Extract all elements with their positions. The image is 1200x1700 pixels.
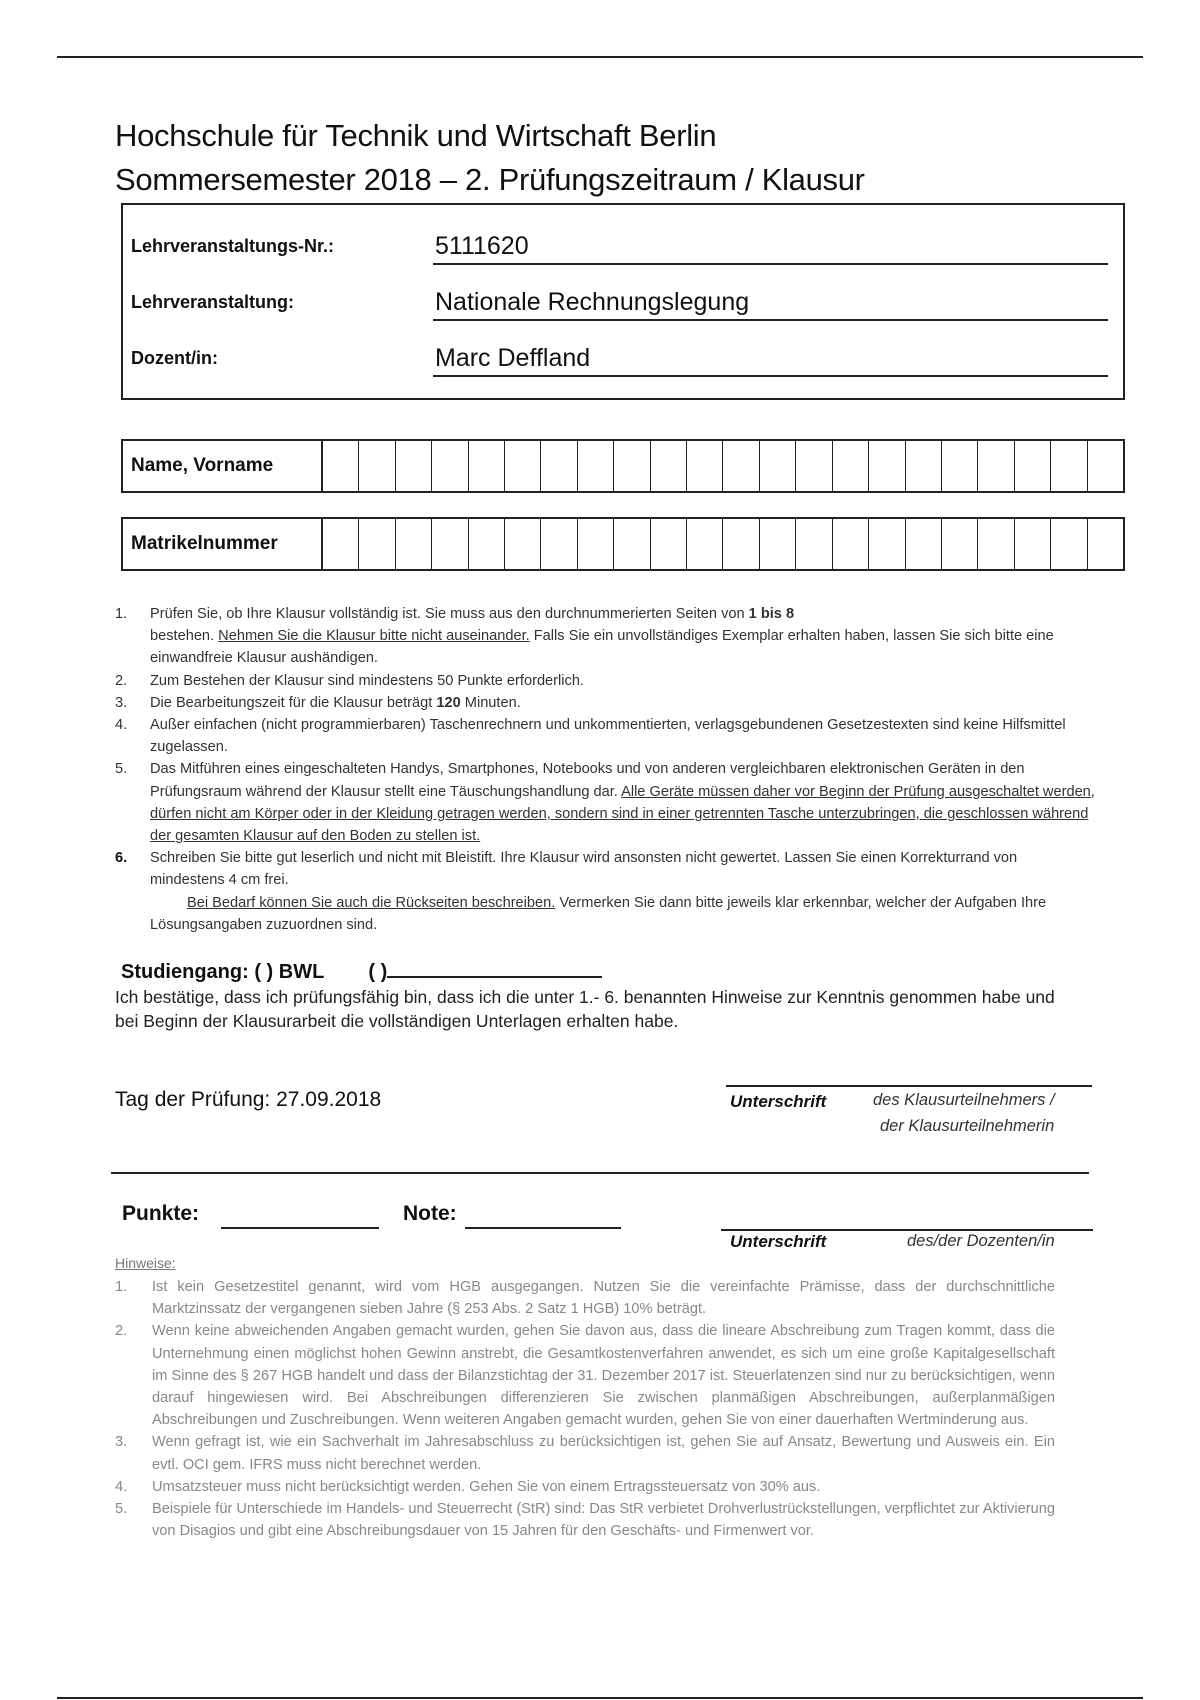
notes-heading: Hinweise: xyxy=(115,1255,176,1271)
lecturer-signature-label: Unterschrift xyxy=(730,1232,827,1251)
note-number: 1. xyxy=(115,1279,128,1295)
note-text: Beispiele für Unterschiede im Handels- und Steuerrecht (StR) sind: Das StR verbietet Drohverlustrückstellungen, verpflichtet zur Aktivierung von Disagios und gibt eine Abschreibungsdauer von 15 Jahren für den Geschäfts- und Firmenwert vor. xyxy=(152,1501,1055,1540)
grade-label: Note: xyxy=(403,1202,457,1225)
rule-number: 4. xyxy=(115,717,128,734)
matrikel-cell[interactable] xyxy=(723,519,759,569)
rule-underlined: Alle Geräte müssen daher vor Beginn der Prüfung ausgeschaltet werden, dürfen nicht am Körper oder in der Kleidung getragen werden, sondern sind in einer getrennten Tasche unterzubringen, die geschlossen während der gesamten Klausur auf den Boden zu stellen ist. xyxy=(150,783,1095,845)
rule-text: Prüfen Sie, ob Ihre Klausur vollständig ist. Sie muss aus den durchnummerierten Seiten von xyxy=(150,606,749,622)
rule-emphasis: 1 bis 8 xyxy=(748,606,795,622)
name-cell[interactable] xyxy=(1051,441,1087,491)
name-cell[interactable] xyxy=(906,441,942,491)
rule-item xyxy=(115,758,1095,847)
lecturer-value: Marc Deffland xyxy=(433,344,1108,377)
matrikel-input-grid[interactable] xyxy=(121,517,1125,571)
divider-line xyxy=(111,1172,1089,1174)
name-cell[interactable] xyxy=(723,441,759,491)
rule-number: 1. xyxy=(115,606,128,622)
name-cell[interactable] xyxy=(760,441,796,491)
matrikel-cell[interactable] xyxy=(760,519,796,569)
rule-text: Falls Sie ein unvollständiges Exemplar erhalten haben, lassen Sie sich bitte eine einwandfreie Klausur aushändigen. xyxy=(150,628,1054,667)
name-cell[interactable] xyxy=(942,441,978,491)
matrikel-cell[interactable] xyxy=(906,519,942,569)
course-number-label: Lehrveranstaltungs-Nr.: xyxy=(131,236,335,256)
exam-title: Sommersemester 2018 – 2. Prüfungszeitraum / Klausur xyxy=(115,162,865,197)
rule-number: 5. xyxy=(115,761,128,778)
matrikel-label: Matrikelnummer xyxy=(123,519,323,569)
student-signature-role xyxy=(873,1087,1055,1139)
name-cell[interactable] xyxy=(432,441,468,491)
matrikel-cell[interactable] xyxy=(469,519,505,569)
rule-number: 3. xyxy=(115,694,128,711)
rule-text: Außer einfachen (nicht programmierbaren) Taschenrechnern und unkommentierten, verlagsgebundenen Gesetzestexten sind keine Hilfsmittel zugelassen. xyxy=(150,717,1066,756)
matrikel-cell[interactable] xyxy=(359,519,395,569)
rule-emphasis: 120 xyxy=(436,694,461,711)
lecturer-signature-role: des/der Dozenten/in xyxy=(907,1232,1055,1250)
name-cell[interactable] xyxy=(396,441,432,491)
name-cell[interactable] xyxy=(578,441,614,491)
course-name-label: Lehrveranstaltung: xyxy=(131,292,295,312)
lecturer-row xyxy=(123,337,1123,377)
matrikel-cell[interactable] xyxy=(396,519,432,569)
course-info-box xyxy=(121,203,1125,400)
rule-number: 2. xyxy=(115,672,128,689)
studiengang-option-bwl[interactable]: ( ) BWL xyxy=(254,961,324,983)
rule-item xyxy=(115,670,1095,692)
name-cell[interactable] xyxy=(651,441,687,491)
course-name-value: Nationale Rechnungslegung xyxy=(433,288,1108,321)
rule-text: Zum Bestehen der Klausur sind mindestens 50 Punkte erforderlich. xyxy=(150,672,584,689)
confirmation-text: Ich bestätige, dass ich prüfungsfähig bin, dass ich die unter 1.- 6. benannten Hinweise zur Kenntnis genommen habe und bei Beginn der Klausurarbeit die vollständigen Unterlagen erhalten habe. xyxy=(115,987,1055,1031)
matrikel-cell[interactable] xyxy=(432,519,468,569)
note-item xyxy=(115,1476,1055,1498)
lecturer-label: Dozent/in: xyxy=(131,348,218,368)
matrikel-cell[interactable] xyxy=(869,519,905,569)
rule-underlined: Nehmen Sie die Klausur bitte nicht auseinander. xyxy=(218,628,530,645)
name-cell[interactable] xyxy=(323,441,359,491)
studiengang-label: Studiengang: xyxy=(121,961,249,983)
rule-item xyxy=(115,714,1095,758)
student-signature-label: Unterschrift xyxy=(730,1092,827,1111)
matrikel-cell[interactable] xyxy=(505,519,541,569)
points-label: Punkte: xyxy=(122,1202,200,1225)
name-cell[interactable] xyxy=(978,441,1014,491)
matrikel-cell[interactable] xyxy=(833,519,869,569)
studiengang-field xyxy=(121,958,602,984)
name-cell[interactable] xyxy=(687,441,723,491)
note-item xyxy=(115,1276,1055,1320)
rule-number: 6. xyxy=(115,850,128,867)
matrikel-cell[interactable] xyxy=(1051,519,1087,569)
rule-text: Schreiben Sie bitte gut leserlich und nicht mit Bleistift. Ihre Klausur wird ansonsten nicht gewertet. Lassen Sie einen Korrekturrand von mindestens 4 cm frei. xyxy=(150,850,1018,889)
name-cell[interactable] xyxy=(541,441,577,491)
student-role-line-1: des Klausurteilnehmers / xyxy=(873,1091,1055,1109)
rule-underlined: Bei Bedarf können Sie auch die Rückseiten beschreiben. xyxy=(187,894,556,911)
note-text: Wenn gefragt ist, wie ein Sachverhalt im Jahresabschluss zu berücksichtigen ist, gehen Sie auf Ansatz, Bewertung und Ausweis ein. Ein evtl. OCI gem. IFRS muss nicht berechnet werden. xyxy=(152,1434,1055,1473)
course-number-value: 5111620 xyxy=(433,232,1108,265)
matrikel-cell[interactable] xyxy=(651,519,687,569)
matrikel-cell[interactable] xyxy=(323,519,359,569)
exam-rules-list xyxy=(115,603,1095,936)
matrikel-cell[interactable] xyxy=(614,519,650,569)
name-cell[interactable] xyxy=(869,441,905,491)
note-number: 2. xyxy=(115,1323,128,1340)
name-cell[interactable] xyxy=(359,441,395,491)
matrikel-cell[interactable] xyxy=(796,519,832,569)
note-text: Umsatzsteuer muss nicht berücksichtigt werden. Gehen Sie von einem Ertragssteuersatz von 30% aus. xyxy=(152,1478,821,1495)
note-text: Ist kein Gesetzestitel genannt, wird vom HGB ausgegangen. Nutzen Sie die vereinfachte Prämisse, dass der durchschnittliche Marktzinssatz der vergangenen sieben Jahre (§ 253 Abs. 2 Satz 1 HGB) 10% beträgt. xyxy=(152,1279,1055,1318)
note-number: 4. xyxy=(115,1478,128,1495)
matrikel-cell[interactable] xyxy=(1015,519,1051,569)
course-number-row xyxy=(123,225,1123,265)
studiengang-other-blank[interactable] xyxy=(387,958,602,978)
rule-item xyxy=(115,847,1095,936)
institution-title: Hochschule für Technik und Wirtschaft Berlin xyxy=(115,118,717,153)
rule-text: Das Mitführen eines eingeschalteten Handys, Smartphones, Notebooks und von anderen vergleichbaren elektronischen Geräten in den Prüfungsraum während der Klausur stellt eine Täuschungshandlung dar. xyxy=(150,761,1025,800)
name-cell[interactable] xyxy=(833,441,869,491)
rule-item xyxy=(115,692,1095,714)
bottom-rule xyxy=(57,1697,1143,1699)
name-cell[interactable] xyxy=(469,441,505,491)
course-name-row xyxy=(123,281,1123,321)
name-cell[interactable] xyxy=(796,441,832,491)
note-item xyxy=(115,1431,1055,1475)
name-cell[interactable] xyxy=(505,441,541,491)
name-cell[interactable] xyxy=(614,441,650,491)
note-text: Wenn keine abweichenden Angaben gemacht wurden, gehen Sie davon aus, dass die lineare Abschreibung zum Tragen kommt, dass die Unternehmung einen möglichst hohen Gewinn anstrebt, die Gesamtkostenverfahren anwendet, es sich um eine große Kapitalgesellschaft im Sinne des § 267 HGB handelt und dass der Bilanzstichtag der 31. Dezember 2017 ist. Steuerlatenzen sind nur zu berücksichtigen, wenn darauf hingewiesen wird. Bei Abschreibungen differenzieren Sie zwischen planmäßigen Abschreibungen, außerplanmäßigen Abschreibungen und Zuschreibungen. Wenn weiteren Angaben gemacht wurden, gehen Sie von einer dauerhaften Wertminderung aus. xyxy=(152,1323,1055,1429)
top-rule xyxy=(57,56,1143,58)
rule-item xyxy=(115,603,1095,670)
rule-text: Die Bearbeitungszeit für die Klausur beträgt xyxy=(150,694,437,711)
rule-text: bestehen. xyxy=(150,628,219,645)
matrikel-cell[interactable] xyxy=(541,519,577,569)
rule-text: Minuten. xyxy=(460,694,521,711)
name-label: Name, Vorname xyxy=(123,441,323,491)
name-cell[interactable] xyxy=(1015,441,1051,491)
rule-text: Vermerken Sie dann bitte jeweils klar erkennbar, welcher der Aufgaben Ihre Lösungsangaben zuzuordnen sind. xyxy=(150,894,1047,933)
studiengang-option-other[interactable]: ( ) xyxy=(368,961,388,983)
points-blank[interactable] xyxy=(221,1227,379,1229)
matrikel-cell[interactable] xyxy=(942,519,978,569)
note-item xyxy=(115,1498,1055,1542)
notes-list xyxy=(115,1276,1055,1542)
note-number: 5. xyxy=(115,1501,128,1518)
matrikel-cell[interactable] xyxy=(1088,519,1123,569)
grade-blank[interactable] xyxy=(465,1227,621,1229)
note-item xyxy=(115,1320,1055,1431)
matrikel-cell[interactable] xyxy=(578,519,614,569)
matrikel-cell[interactable] xyxy=(687,519,723,569)
exam-date: Tag der Prüfung: 27.09.2018 xyxy=(115,1088,382,1111)
note-number: 3. xyxy=(115,1434,128,1451)
name-cell[interactable] xyxy=(1088,441,1123,491)
name-input-grid[interactable] xyxy=(121,439,1125,493)
student-role-line-2: der Klausurteilnehmerin xyxy=(880,1117,1055,1135)
matrikel-cell[interactable] xyxy=(978,519,1014,569)
